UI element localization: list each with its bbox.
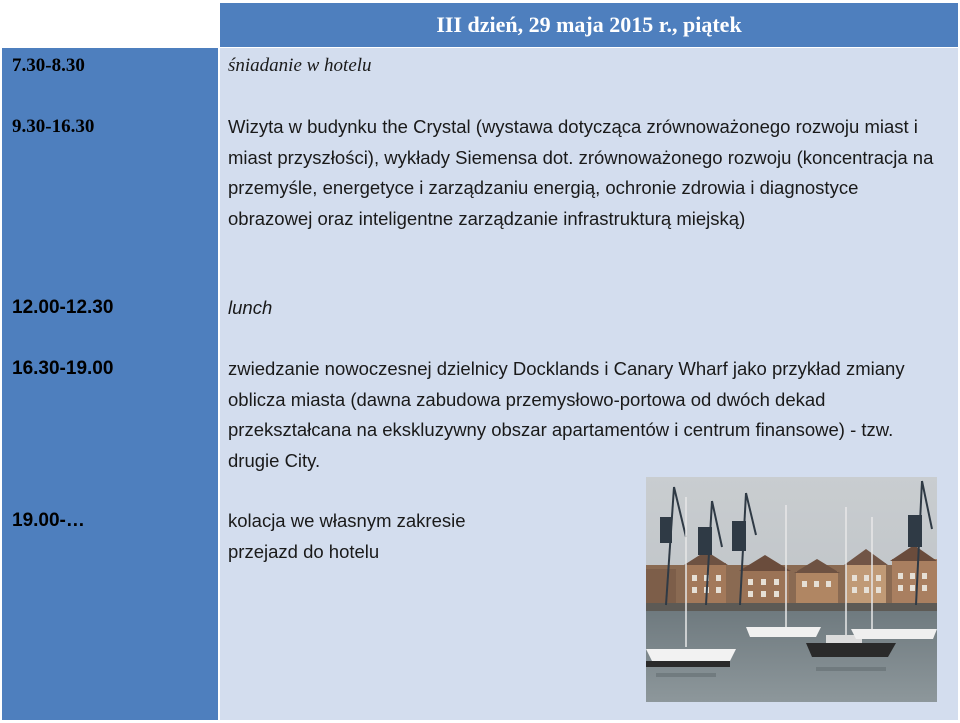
docklands-photo [646, 477, 937, 702]
activity-dinner-line: kolacja we własnym zakresie [228, 510, 466, 531]
day-header: III dzień, 29 maja 2015 r., piątek [220, 3, 958, 47]
time-slot-tour: 16.30-19.00 [12, 358, 114, 379]
activity-breakfast: śniadanie w hotelu [228, 55, 372, 76]
activity-tour: zwiedzanie nowoczesnej dzielnicy Docklands i Canary Wharf jako przykład zmiany oblicza miasta (dawna zabudowa przemysłowo-portowa od dwóch dekad przekształcana na ekskluzywny obszar apartamentów i centrum finansowe) - tzw. drugie City. [228, 358, 905, 471]
time-column [2, 48, 218, 720]
activity-lunch: lunch [228, 297, 273, 318]
time-slot-visit: 9.30-16.30 [12, 116, 95, 137]
activity-visit: Wizyta w budynku the Crystal (wystawa dotycząca zrównoważonego rozwoju miast i miast przyszłości), wykłady Siemensa dot. zrównoważonego rozwoju (koncentracja na przemyśle, energetyce i zarządzaniu energią, ochronie zdrowia i diagnostyce obrazowej oraz inteligentne zarządzanie infrastrukturą miejską) [228, 116, 934, 229]
time-slot-lunch: 12.00-12.30 [12, 297, 114, 318]
activity-dinner [228, 506, 628, 567]
activity-transfer-line: przejazd do hotelu [228, 540, 380, 562]
time-slot-dinner: 19.00-… [12, 510, 85, 531]
time-slot-breakfast: 7.30-8.30 [12, 55, 85, 76]
